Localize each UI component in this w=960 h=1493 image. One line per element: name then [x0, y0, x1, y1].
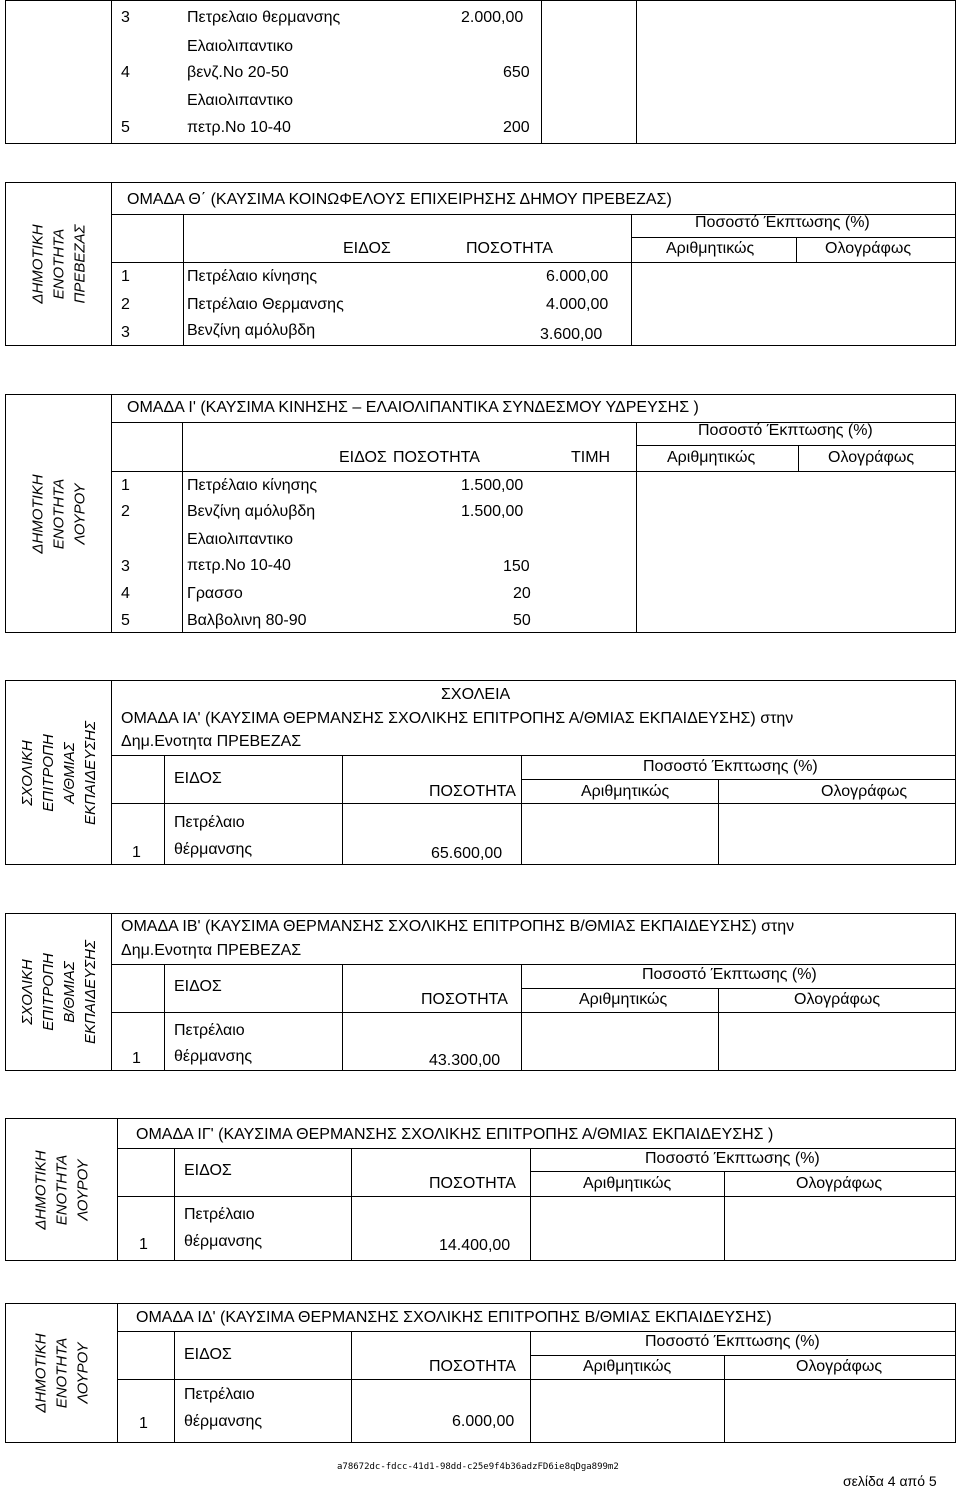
numeric-header: Αριθμητικώς	[579, 991, 668, 1008]
item-name-line2: θέρμανσης	[184, 1233, 263, 1250]
row-number: 1	[139, 1236, 148, 1253]
row-number: 5	[121, 612, 130, 629]
numeric-header: Αριθμητικώς	[583, 1175, 672, 1192]
quantity: 14.400,00	[439, 1237, 511, 1254]
kind-header: ΕΙΔΟΣ	[343, 240, 391, 257]
discount-header: Ποσοστό Έκπτωσης (%)	[645, 1333, 820, 1350]
quantity: 3.600,00	[540, 326, 603, 343]
quantity: 65.600,00	[431, 845, 503, 862]
quantity: 50	[513, 612, 531, 629]
side-label: ΔΗΜΟΤΙΚΗ ΕΝΟΤΗΤΑ ΛΟΥΡΟΥ	[32, 1333, 91, 1413]
quantity: 6.000,00	[452, 1413, 515, 1430]
group-title: ΟΜΑΔΑ Θ΄ (ΚΑΥΣΙΜΑ ΚΟΙΝΩΦΕΛΟΥΣ ΕΠΙΧΕΙΡΗΣΗΣ ΔΗΜΟΥ ΠΡΕΒΕΖΑΣ)	[127, 191, 672, 208]
item-name: Πετρελαιο θερμανσης	[187, 9, 341, 26]
row-number: 1	[139, 1415, 148, 1432]
group-title-line2: Δημ.Ενοτητα ΠΡΕΒΕΖΑΣ	[121, 942, 302, 959]
document-id: a78672dc-fdcc-41d1-98dd-c25e9f4b36adzFD6ie8qDga899m2	[337, 1462, 619, 1472]
quantity: 650	[503, 64, 530, 81]
quantity: 20	[513, 585, 531, 602]
item-name: Πετρέλαιο κίνησης	[187, 477, 318, 494]
kind-header: ΕΙΔΟΣ	[184, 1162, 232, 1179]
row-number: 2	[121, 296, 130, 313]
kind-header: ΕΙΔΟΣ	[174, 770, 222, 787]
quantity-header: ΠΟΣΟΤΗΤΑ	[466, 240, 553, 257]
item-name: Βαλβολινη 80-90	[187, 612, 307, 629]
group-title: ΟΜΑΔΑ ΙΒ' (ΚΑΥΣΙΜΑ ΘΕΡΜΑΝΣΗΣ ΣΧΟΛΙΚΗΣ ΕΠΙΤΡΟΠΗΣ Β/ΘΜΙΑΣ ΕΚΠΑΙΔΕΥΣΗΣ) στην	[121, 918, 795, 935]
item-name: Ελαιολιπαντικο	[187, 92, 294, 109]
row-number: 1	[121, 268, 130, 285]
quantity-header: ΠΟΣΟΤΗΤΑ	[393, 449, 480, 466]
item-name: Ελαιολιπαντικο	[187, 531, 294, 548]
row-number: 3	[121, 558, 130, 575]
side-label: ΔΗΜΟΤΙΚΗ ΕΝΟΤΗΤΑ ΛΟΥΡΟΥ	[29, 473, 88, 554]
group-title-line2: Δημ.Ενοτητα ΠΡΕΒΕΖΑΣ	[121, 733, 302, 750]
item-name: Πετρέλαιο	[174, 1022, 245, 1039]
row-number: 2	[121, 503, 130, 520]
item-name: Γρασσο	[187, 585, 243, 602]
quantity: 150	[503, 558, 530, 575]
item-name: Πετρέλαιο Θερμανσης	[187, 296, 344, 313]
numeric-header: Αριθμητικώς	[583, 1358, 672, 1375]
side-label: ΔΗΜΟΤΙΚΗ ΕΝΟΤΗΤΑ ΛΟΥΡΟΥ	[32, 1149, 91, 1230]
quantity: 200	[503, 119, 530, 136]
row-number: 1	[121, 477, 130, 494]
quantity-header: ΠΟΣΟΤΗΤΑ	[429, 1358, 516, 1375]
group-theta-table	[5, 182, 956, 346]
quantity-header: ΠΟΣΟΤΗΤΑ	[429, 783, 516, 800]
item-name: Πετρέλαιο	[184, 1386, 255, 1403]
schools-heading: ΣΧΟΛΕΙΑ	[441, 686, 511, 703]
numeric-header: Αριθμητικώς	[666, 240, 755, 257]
quantity: 2.000,00	[461, 9, 524, 26]
item-name: Βενζίνη αμόλυβδη	[187, 503, 316, 520]
row-number: 4	[121, 64, 130, 81]
quantity: 4.000,00	[546, 296, 609, 313]
price-header: ΤΙΜΗ	[571, 449, 611, 466]
group-id-table	[5, 1303, 956, 1443]
group-ia-table	[5, 680, 956, 865]
side-label: ΔΗΜΟΤΙΚΗ ΕΝΟΤΗΤΑ ΠΡΕΒΕΖΑΣ	[29, 224, 88, 304]
side-label: ΣΧΟΛΙΚΗ ΕΠΙΤΡΟΠΗ Α/ΘΜΙΑΣ ΕΚΠΑΙΔΕΥΣΗΣ	[18, 720, 99, 825]
item-name-line2: θέρμανσης	[184, 1413, 263, 1430]
row-number: 1	[132, 1050, 141, 1067]
row-number: 4	[121, 585, 130, 602]
row-number: 1	[132, 844, 141, 861]
words-header: Ολογράφως	[794, 991, 881, 1008]
quantity-header: ΠΟΣΟΤΗΤΑ	[421, 991, 508, 1008]
row-number: 3	[121, 9, 130, 26]
words-header: Ολογράφως	[796, 1175, 883, 1192]
row-number: 3	[121, 324, 130, 341]
item-name: Πετρέλαιο	[184, 1206, 255, 1223]
discount-header: Ποσοστό Έκπτωσης (%)	[642, 966, 817, 983]
group-ib-table	[5, 913, 956, 1071]
item-name: Βενζίνη αμόλυβδη	[187, 322, 316, 339]
discount-header: Ποσοστό Έκπτωσης (%)	[645, 1150, 820, 1167]
item-name-line2: πετρ.Νο 10-40	[187, 557, 291, 574]
quantity: 43.300,00	[429, 1052, 501, 1069]
item-name-line2: θέρμανσης	[174, 1048, 253, 1065]
group-title: ΟΜΑΔΑ ΙΔ' (ΚΑΥΣΙΜΑ ΘΕΡΜΑΝΣΗΣ ΣΧΟΛΙΚΗΣ ΕΠΙΤΡΟΠΗΣ Β/ΘΜΙΑΣ ΕΚΠΑΙΔΕΥΣΗΣ)	[136, 1309, 772, 1326]
kind-header: ΕΙΔΟΣ	[174, 978, 222, 995]
kind-header: ΕΙΔΟΣ	[339, 449, 387, 466]
item-name: Πετρέλαιο	[174, 814, 245, 831]
top-continuation-table	[5, 0, 956, 144]
side-label: ΣΧΟΛΙΚΗ ΕΠΙΤΡΟΠΗ Β/ΘΜΙΑΣ ΕΚΠΑΙΔΕΥΣΗΣ	[18, 940, 99, 1044]
words-header: Ολογράφως	[825, 240, 912, 257]
numeric-header: Αριθμητικώς	[667, 449, 756, 466]
item-name-line2: πετρ.Νο 10-40	[187, 119, 291, 136]
row-number: 5	[121, 119, 130, 136]
quantity: 1.500,00	[461, 477, 524, 494]
quantity: 1.500,00	[461, 503, 524, 520]
quantity: 6.000,00	[546, 268, 609, 285]
group-title: ΟΜΑΔΑ Ι' (ΚΑΥΣΙΜΑ ΚΙΝΗΣΗΣ – ΕΛΑΙΟΛΙΠΑΝΤΙΚΑ ΣΥΝΔΕΣΜΟΥ ΥΔΡΕΥΣΗΣ )	[127, 399, 699, 416]
item-name: Πετρέλαιο κίνησης	[187, 268, 318, 285]
discount-header: Ποσοστό Έκπτωσης (%)	[695, 214, 870, 231]
group-iota-table	[5, 394, 956, 633]
kind-header: ΕΙΔΟΣ	[184, 1346, 232, 1363]
discount-header: Ποσοστό Έκπτωσης (%)	[643, 758, 818, 775]
page-number: σελίδα 4 από 5	[843, 1473, 937, 1489]
item-name: Ελαιολιπαντικο	[187, 38, 294, 55]
group-title: ΟΜΑΔΑ ΙΓ' (ΚΑΥΣΙΜΑ ΘΕΡΜΑΝΣΗΣ ΣΧΟΛΙΚΗΣ ΕΠΙΤΡΟΠΗΣ Α/ΘΜΙΑΣ ΕΚΠΑΙΔΕΥΣΗΣ )	[136, 1126, 774, 1143]
words-header: Ολογράφως	[821, 783, 908, 800]
item-name-line2: βενζ.Νο 20-50	[187, 64, 289, 81]
words-header: Ολογράφως	[796, 1358, 883, 1375]
quantity-header: ΠΟΣΟΤΗΤΑ	[429, 1175, 516, 1192]
group-ig-table	[5, 1118, 956, 1261]
item-name-line2: θέρμανσης	[174, 841, 253, 858]
numeric-header: Αριθμητικώς	[581, 783, 670, 800]
words-header: Ολογράφως	[828, 449, 915, 466]
discount-header: Ποσοστό Έκπτωσης (%)	[698, 422, 873, 439]
group-title: ΟΜΑΔΑ ΙΑ' (ΚΑΥΣΙΜΑ ΘΕΡΜΑΝΣΗΣ ΣΧΟΛΙΚΗΣ ΕΠΙΤΡΟΠΗΣ Α/ΘΜΙΑΣ ΕΚΠΑΙΔΕΥΣΗΣ) στην	[121, 710, 794, 727]
